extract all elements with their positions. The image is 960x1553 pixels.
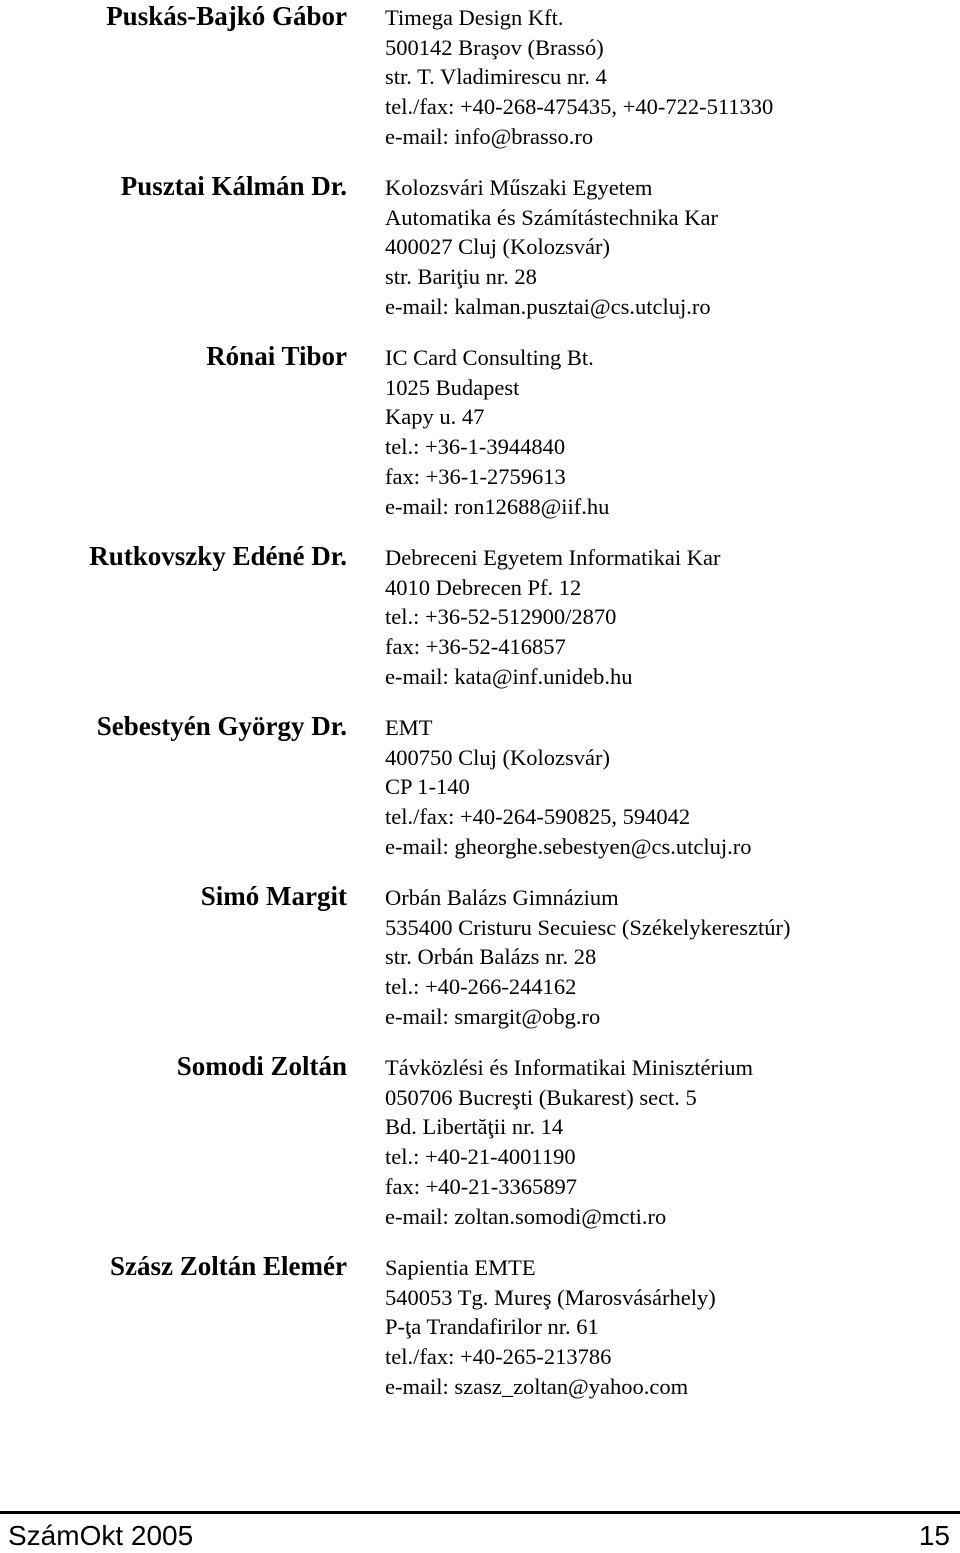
organization-line: Automatika és Számítástechnika Kar xyxy=(385,204,719,230)
fax-line: fax: +36-1-2759613 xyxy=(385,463,566,489)
address-block xyxy=(385,543,955,692)
person-name: Simó Margit xyxy=(200,881,347,911)
address-line: Kapy u. 47 xyxy=(385,404,485,430)
organization-line: Távközlési és Informatikai Minisztérium xyxy=(385,1055,754,1080)
address-block xyxy=(385,1053,955,1231)
person-name: Puskás-Bajkó Gábor xyxy=(106,1,347,31)
address-line: str. Bariţiu nr. 28 xyxy=(385,264,537,290)
phone-line: tel./fax: +40-268-475435, +40-722-511330 xyxy=(385,94,774,120)
person-name: Somodi Zoltán xyxy=(176,1051,347,1081)
address-line: 540053 Tg. Mureş (Marosvásárhely) xyxy=(385,1284,716,1310)
address-line: str. T. Vladimirescu nr. 4 xyxy=(385,64,607,90)
fax-line: fax: +36-52-416857 xyxy=(385,634,566,660)
person-name: Rutkovszky Edéné Dr. xyxy=(89,541,347,571)
address-line: 1025 Budapest xyxy=(385,374,520,400)
page-footer xyxy=(0,1511,960,1553)
organization-line: EMT xyxy=(385,715,433,740)
organization-line: Kolozsvári Műszaki Egyetem xyxy=(385,175,653,200)
email-line: e-mail: ron12688@iif.hu xyxy=(385,493,610,519)
phone-line: tel.: +40-266-244162 xyxy=(385,974,577,1000)
footer-title: SzámOkt 2005 xyxy=(8,1520,194,1551)
email-line: e-mail: info@brasso.ro xyxy=(385,123,594,149)
address-block xyxy=(385,3,955,152)
address-line: 050706 Bucreşti (Bukarest) sect. 5 xyxy=(385,1084,697,1110)
email-line: e-mail: kata@inf.unideb.hu xyxy=(385,663,633,689)
person-name: Pusztai Kálmán Dr. xyxy=(120,171,347,201)
address-block xyxy=(385,173,955,322)
person-name: Sebestyén György Dr. xyxy=(96,711,347,741)
address-block xyxy=(385,713,955,862)
person-name: Szász Zoltán Elemér xyxy=(110,1251,347,1281)
email-line: e-mail: kalman.pusztai@cs.utcluj.ro xyxy=(385,293,711,319)
address-line: 535400 Cristuru Secuiesc (Székelykeresztúr) xyxy=(385,914,791,940)
address-line: 4010 Debrecen Pf. 12 xyxy=(385,574,582,600)
address-line: Bd. Libertăţii nr. 14 xyxy=(385,1114,564,1140)
email-line: e-mail: smargit@obg.ro xyxy=(385,1003,601,1029)
phone-line: tel./fax: +40-265-213786 xyxy=(385,1344,612,1370)
address-block xyxy=(385,1253,955,1402)
organization-line: Sapientia EMTE xyxy=(385,1255,536,1280)
phone-line: tel.: +36-52-512900/2870 xyxy=(385,604,617,630)
fax-line: fax: +40-21-3365897 xyxy=(385,1173,578,1199)
address-line: str. Orbán Balázs nr. 28 xyxy=(385,944,597,970)
address-line: 500142 Braşov (Brassó) xyxy=(385,34,604,60)
organization-line: Orbán Balázs Gimnázium xyxy=(385,885,619,910)
address-line: P-ţa Trandafirilor nr. 61 xyxy=(385,1314,599,1340)
page-number: 15 xyxy=(918,1520,950,1551)
phone-line: tel.: +40-21-4001190 xyxy=(385,1144,576,1170)
email-line: e-mail: gheorghe.sebestyen@cs.utcluj.ro xyxy=(385,833,752,859)
organization-line: Timega Design Kft. xyxy=(385,5,564,30)
email-line: e-mail: zoltan.somodi@mcti.ro xyxy=(385,1203,667,1229)
address-line: 400750 Cluj (Kolozsvár) xyxy=(385,744,610,770)
email-line: e-mail: szasz_zoltan@yahoo.com xyxy=(385,1373,689,1399)
person-name: Rónai Tibor xyxy=(206,341,347,371)
organization-line: IC Card Consulting Bt. xyxy=(385,345,594,370)
phone-line: tel.: +36-1-3944840 xyxy=(385,434,566,460)
organization-line: Debreceni Egyetem Informatikai Kar xyxy=(385,545,721,570)
phone-line: tel./fax: +40-264-590825, 594042 xyxy=(385,804,691,830)
address-block xyxy=(385,343,955,521)
footer-divider xyxy=(0,1511,960,1514)
address-line: CP 1-140 xyxy=(385,774,470,800)
address-block xyxy=(385,883,955,1032)
address-line: 400027 Cluj (Kolozsvár) xyxy=(385,234,610,260)
